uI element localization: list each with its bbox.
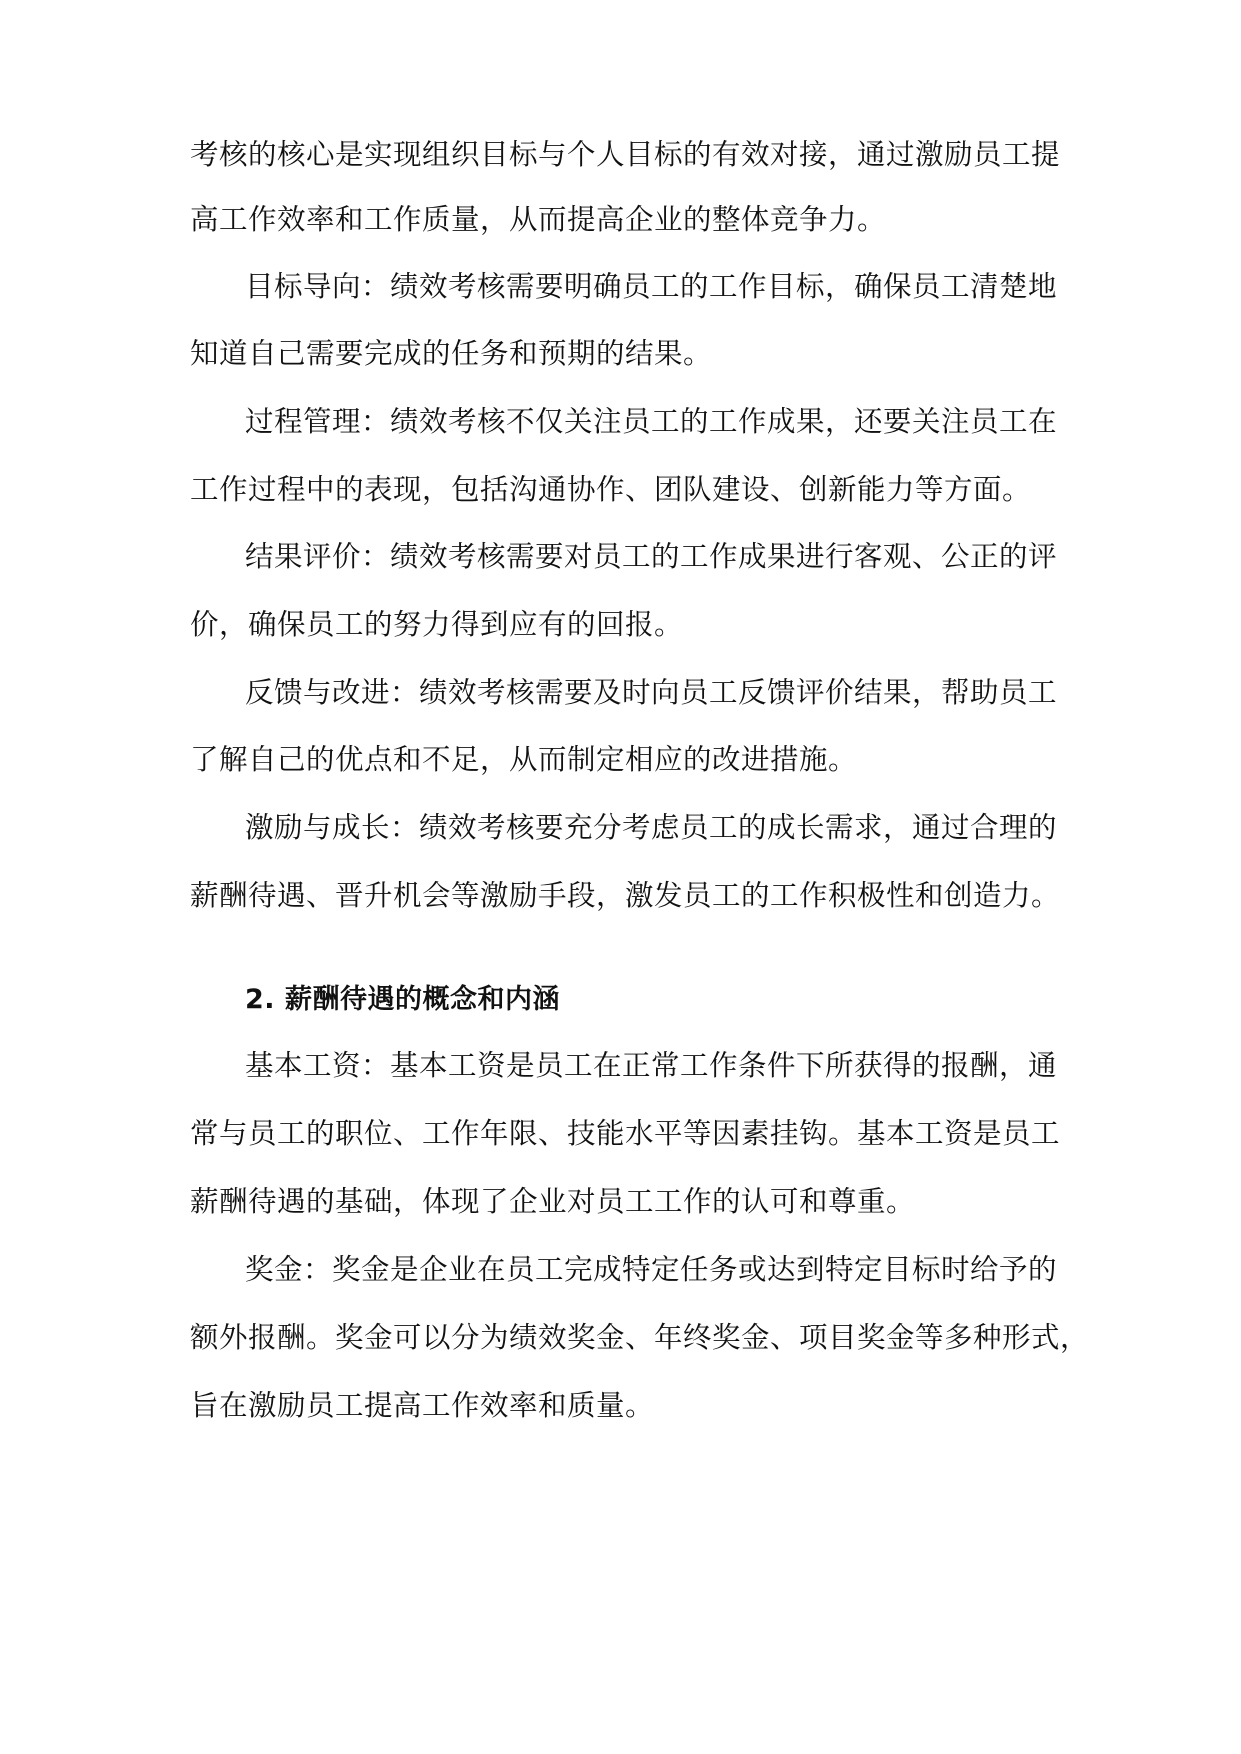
paragraph-line: 反馈与改进：绩效考核需要及时向员工反馈评价结果，帮助员工 [245, 676, 1058, 709]
paragraph-line: 旨在激励员工提高工作效率和质量。 [190, 1389, 655, 1422]
paragraph-line: 价，确保员工的努力得到应有的回报。 [190, 608, 684, 641]
paragraph-line: 了解自己的优点和不足，从而制定相应的改进措施。 [190, 743, 858, 776]
paragraph-line: 激励与成长：绩效考核要充分考虑员工的成长需求，通过合理的 [245, 811, 1058, 844]
paragraph-line: 额外报酬。奖金可以分为绩效奖金、年终奖金、项目奖金等多种形式， [190, 1321, 1090, 1354]
paragraph-line: 薪酬待遇的基础，体现了企业对员工工作的认可和尊重。 [190, 1185, 916, 1218]
paragraph-line: 知道自己需要完成的任务和预期的结果。 [190, 337, 713, 370]
paragraph-line: 考核的核心是实现组织目标与个人目标的有效对接，通过激励员工提 [190, 138, 1061, 171]
paragraph-line: 高工作效率和工作质量，从而提高企业的整体竞争力。 [190, 203, 887, 236]
paragraph-line: 过程管理：绩效考核不仅关注员工的工作成果，还要关注员工在 [245, 405, 1058, 438]
paragraph-line: 结果评价：绩效考核需要对员工的工作成果进行客观、公正的评 [245, 540, 1058, 573]
section-heading: 2. 薪酬待遇的概念和内涵 [245, 984, 560, 1015]
paragraph-line: 工作过程中的表现，包括沟通协作、团队建设、创新能力等方面。 [190, 473, 1032, 506]
paragraph-line: 基本工资：基本工资是员工在正常工作条件下所获得的报酬，通 [245, 1049, 1058, 1082]
paragraph-line: 目标导向：绩效考核需要明确员工的工作目标，确保员工清楚地 [245, 270, 1058, 303]
paragraph-line: 薪酬待遇、晋升机会等激励手段，激发员工的工作积极性和创造力。 [190, 879, 1061, 912]
paragraph-line: 常与员工的职位、工作年限、技能水平等因素挂钩。基本工资是员工 [190, 1117, 1061, 1150]
paragraph-line: 奖金：奖金是企业在员工完成特定任务或达到特定目标时给予的 [245, 1253, 1058, 1286]
